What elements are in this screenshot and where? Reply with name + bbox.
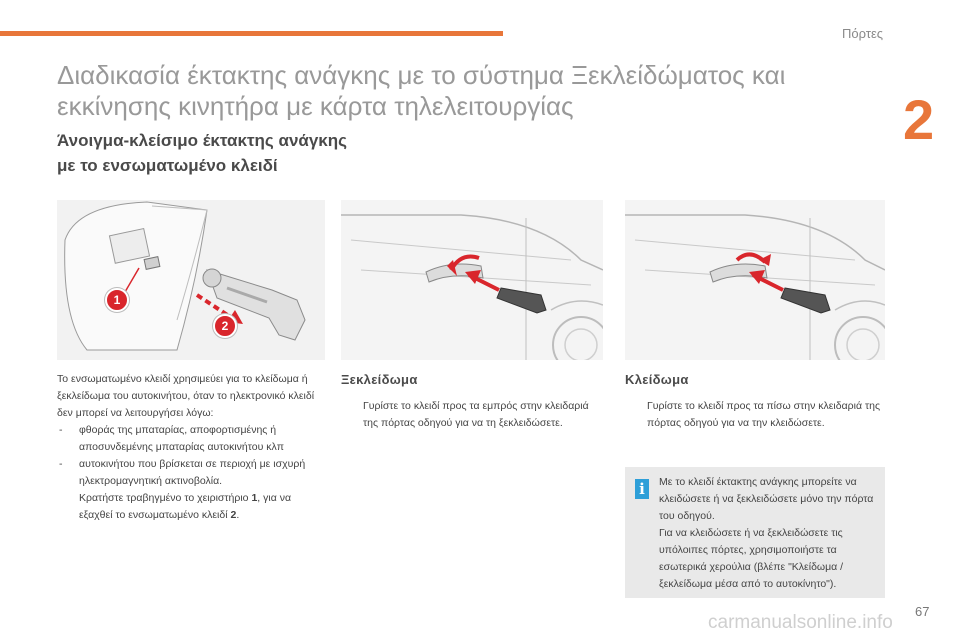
unlock-column bbox=[341, 371, 606, 432]
lock-heading: Κλείδωμα bbox=[625, 372, 689, 387]
intro-column bbox=[57, 371, 322, 524]
subtitle-line1: Άνοιγμα-κλείσιμο έκτακτης ανάγκης bbox=[57, 131, 348, 150]
info-paragraph-1: Με το κλειδί έκτακτης ανάγκης μπορείτε να κλειδώσετε ή να ξεκλειδώσετε μόνο την πόρτα του οδηγού. bbox=[659, 476, 874, 522]
watermark: carmanualsonline.info bbox=[708, 612, 893, 633]
page-title-line2: εκκίνησης κινητήρα με κάρτα τηλελειτουργίας bbox=[57, 91, 574, 121]
callout-2 bbox=[213, 314, 237, 338]
action-text-after: . bbox=[236, 509, 240, 521]
subtitle-line2: με το ενσωματωμένο κλειδί bbox=[57, 156, 278, 175]
reason-text-1: φθοράς της μπαταρίας, αποφορτισμένης ή αποσυνδεμένης μπαταρίας αυτοκινήτου κλπ bbox=[79, 424, 285, 453]
chapter-number: 2 bbox=[903, 88, 935, 151]
info-box bbox=[625, 467, 885, 598]
lock-column bbox=[625, 371, 885, 432]
callout-1 bbox=[105, 288, 129, 312]
page-title bbox=[57, 60, 897, 122]
door-lock-drawing bbox=[625, 200, 885, 360]
intro-text: Το ενσωματωμένο κλειδί χρησιμεύει για το κλείδωμα ή ξεκλείδωμα του αυτοκινήτου, όταν το ηλεκτρονικό κλειδί δεν μπορεί να λειτουργήσει λόγω: bbox=[57, 373, 315, 419]
section-subtitle bbox=[57, 128, 417, 178]
unlock-text: Γυρίστε το κλειδί προς τα εμπρός στην κλειδαριά της πόρτας οδηγού για να τη ξεκλειδώσετε. bbox=[363, 400, 589, 429]
section-name: Πόρτες bbox=[842, 26, 884, 41]
action-ref-2: 2 bbox=[230, 509, 237, 521]
info-text bbox=[659, 474, 879, 593]
unlock-step bbox=[341, 398, 606, 432]
dash-marker: - bbox=[59, 424, 63, 436]
header-accent-bar bbox=[0, 31, 503, 36]
lock-step bbox=[625, 398, 885, 432]
page-title-line1: Διαδικασία έκτακτης ανάγκης με το σύστημα Ξεκλείδώματος και bbox=[57, 60, 786, 90]
action-text-middle: , για να εξαχθεί το ενσωματωμένο κλειδί bbox=[79, 492, 292, 521]
dash-marker: - bbox=[59, 458, 63, 470]
callout-1-label: 1 bbox=[113, 293, 121, 307]
action-ref-1: 1 bbox=[251, 492, 258, 504]
reason-item-2 bbox=[57, 456, 322, 490]
page-number: 67 bbox=[915, 604, 930, 619]
door-lock-illustration bbox=[625, 200, 885, 360]
door-unlock-illustration bbox=[341, 200, 603, 360]
lock-text: Γυρίστε το κλειδί προς τα πίσω στην κλειδαριά της πόρτας οδηγού για να την κλειδώσετε. bbox=[647, 400, 881, 429]
info-paragraph-2: Για να κλειδώσετε ή να ξεκλειδώσετε τις υπόλοιπες πόρτες, χρησιμοποιήστε τα εσωτερικά χερούλια (βλέπε "Κλείδωμα / ξεκλείδωμα μέσα από το αυτοκίνητο"). bbox=[659, 527, 844, 590]
unlock-heading: Ξεκλείδωμα bbox=[341, 372, 418, 387]
door-unlock-drawing bbox=[341, 200, 603, 360]
key-fob-illustration bbox=[57, 200, 325, 360]
info-icon: i bbox=[635, 479, 649, 499]
reason-text-2: αυτοκινήτου που βρίσκεται σε περιοχή με ισχυρή ηλεκτρομαγνητική ακτινοβολία. bbox=[79, 458, 306, 487]
callout-2-label: 2 bbox=[221, 319, 229, 333]
key-fob-drawing bbox=[57, 200, 325, 360]
action-text-before: Κρατήστε τραβηγμένο το χειριστήριο bbox=[79, 492, 249, 504]
action-item bbox=[57, 490, 322, 524]
reason-item-1 bbox=[57, 422, 322, 456]
